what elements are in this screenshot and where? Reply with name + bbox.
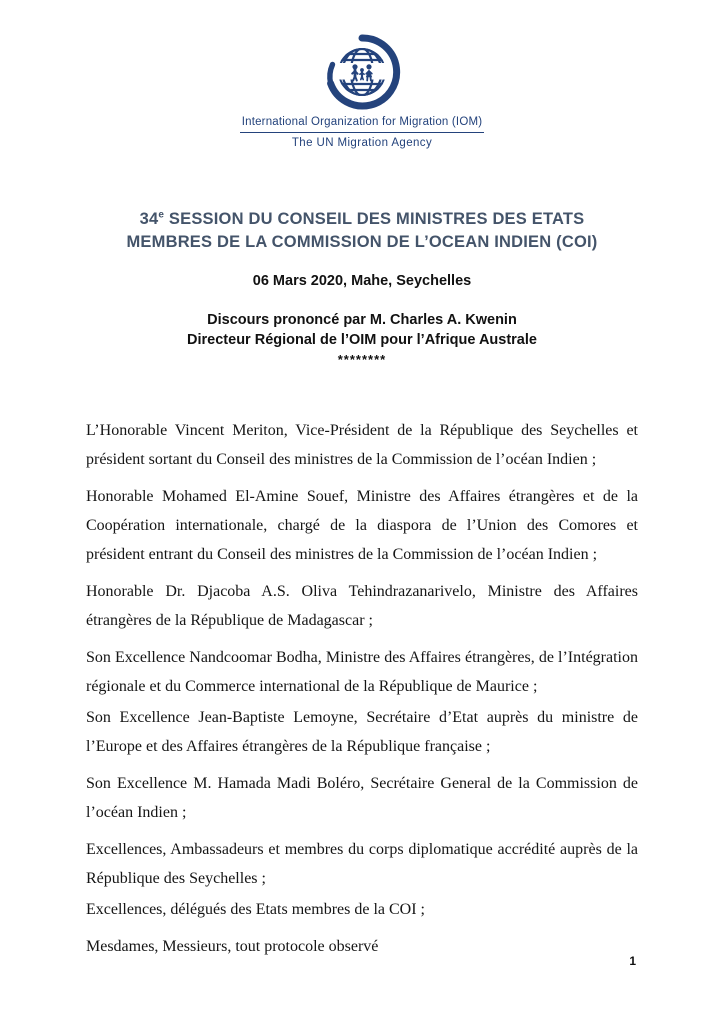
header-divider: [240, 132, 484, 133]
body-paragraph: Honorable Dr. Djacoba A.S. Oliva Tehindrazanarivelo, Ministre des Affaires étrangères de la République de Madagascar ;: [86, 582, 638, 629]
title-line1: [140, 210, 585, 228]
title-number: 34: [139, 209, 159, 228]
org-name: International Organization for Migration (IOM): [241, 116, 483, 128]
document-header: [0, 0, 724, 149]
iom-logo-icon: [310, 30, 414, 114]
body-paragraph: Excellences, Ambassadeurs et membres du corps diplomatique accrédité auprès de la République des Seychelles ;: [86, 840, 638, 887]
title-line1-text: SESSION DU CONSEIL DES MINISTRES DES ETATS: [164, 209, 585, 228]
agency-tagline: The UN Migration Agency: [291, 137, 433, 150]
body-paragraph: Mesdames, Messieurs, tout protocole observé: [86, 937, 379, 955]
event-date: 06 Mars 2020, Mahe, Seychelles: [252, 272, 472, 289]
body-paragraph: Son Excellence Jean-Baptiste Lemoyne, Secrétaire d’Etat auprès du ministre de l’Europe et des Affaires étrangères de la République française ;: [86, 708, 638, 755]
title-line2: MEMBRES DE LA COMMISSION DE L’OCEAN INDIEN (COI): [126, 232, 598, 251]
byline-role: Directeur Régional de l’OIM pour l’Afrique Australe: [187, 331, 537, 348]
title-ordinal: e: [158, 209, 165, 221]
body-paragraph: Son Excellence Nandcoomar Bodha, Ministre des Affaires étrangères, de l’Intégration régionale et du Commerce international de la République de Maurice ;: [86, 648, 638, 695]
byline-separator: ********: [337, 351, 387, 367]
body-paragraph: Honorable Mohamed El-Amine Souef, Ministre des Affaires étrangères et de la Coopération internationale, chargé de la diaspora de l’Union des Comores et président entrant du Conseil des ministres de la Commission de l’océan Indien ;: [86, 487, 638, 563]
page-number: 1: [629, 954, 636, 968]
document-title: [0, 203, 724, 254]
document-body: [86, 416, 638, 961]
byline-speaker: Discours prononcé par M. Charles A. Kwenin: [207, 311, 517, 328]
body-paragraph: L’Honorable Vincent Meriton, Vice-Président de la République des Seychelles et président sortant du Conseil des ministres de la Commission de l’océan Indien ;: [86, 421, 638, 468]
body-paragraph: Excellences, délégués des Etats membres de la COI ;: [86, 900, 425, 918]
body-paragraph: Son Excellence M. Hamada Madi Boléro, Secrétaire General de la Commission de l’océan Indien ;: [86, 774, 638, 821]
speech-byline: [0, 310, 724, 370]
